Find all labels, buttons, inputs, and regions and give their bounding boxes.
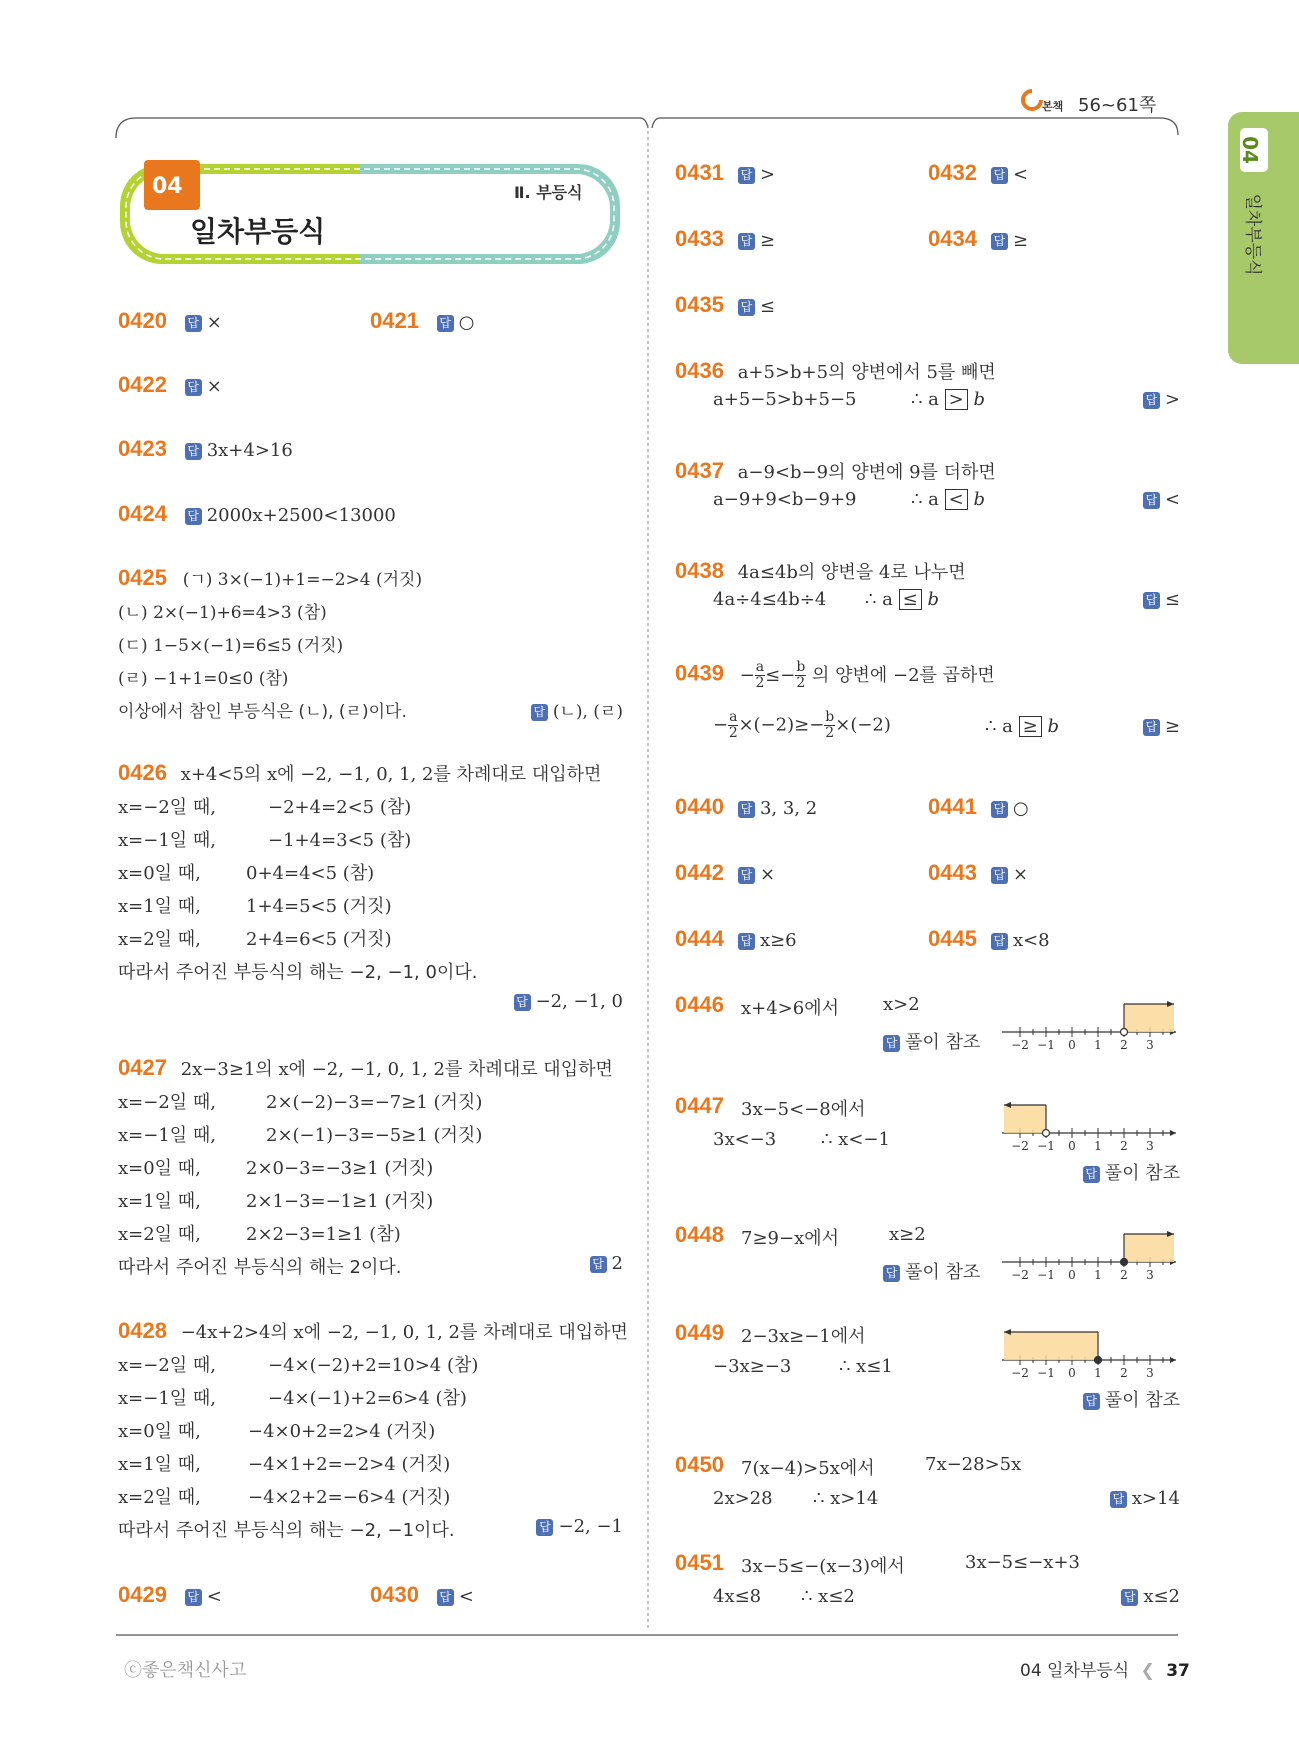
frac-den: 2: [755, 675, 765, 691]
answer: <: [1164, 489, 1180, 510]
statement: a−9<b−9의 양변에 9를 더하면: [737, 462, 996, 483]
tick-label: 0: [1068, 1366, 1076, 1380]
conclusion: 이상에서 참인 부등식은 (ㄴ), (ㄹ)이다.: [118, 702, 407, 722]
problem-number: 0434: [928, 226, 977, 251]
answer-icon: 답: [1110, 1491, 1127, 1508]
problem-number: 0424: [118, 501, 167, 526]
therefore: ∴ a: [865, 589, 893, 610]
problem-number: 0420: [118, 308, 167, 333]
answer-icon: 답: [531, 704, 548, 721]
answer-icon: 답: [185, 443, 202, 460]
problem-number: 0436: [675, 358, 724, 383]
step: 7(x−4)>5x에서: [741, 1458, 875, 1479]
tick-label: 3: [1146, 1139, 1154, 1153]
case-calc: 1+4=5<5 (거짓): [246, 896, 392, 917]
case-calc: 2×(−2)−3=−7≥1 (거짓): [266, 1092, 483, 1113]
problem-number: 0421: [370, 308, 419, 333]
answer: x≥6: [759, 930, 797, 951]
page-number: 37: [1166, 1661, 1190, 1681]
page-range: 56~61쪽: [1078, 95, 1157, 116]
answer: −2, −1: [558, 1516, 623, 1537]
result: ∴ x≤1: [839, 1356, 893, 1377]
problem-0439: 0439 − $\frac{a}{2}$ ≤− $\frac{b}{2}$ 의 양변에 −2를 곱하면 − $\frac{a}{2}$ ×(−2)≥− $\frac{b}{2}$ ×(−2) ∴ a ≥ b 답 ≥: [675, 659, 1180, 741]
conclusion: 따라서 주어진 부등식의 해는 −2, −1, 0이다.: [118, 962, 478, 983]
answer-icon: 답: [1143, 392, 1160, 409]
therefore: ∴ a: [911, 389, 939, 410]
tick-label: 3: [1146, 1038, 1154, 1052]
answer: ≤: [759, 296, 776, 317]
problem-0424: [118, 501, 396, 527]
answer-box: ≤: [899, 589, 922, 610]
problem-number: 0444: [675, 926, 724, 951]
chapter-title: 일차부등식: [190, 215, 326, 248]
footer-chapter: 04 일차부등식: [1020, 1661, 1130, 1681]
problem-number: 0449: [675, 1320, 724, 1345]
case-label: x=−2일 때,: [118, 1092, 216, 1113]
answer-icon: 답: [1083, 1166, 1100, 1183]
frac-den: 2: [796, 675, 806, 691]
intro: x+4<5의 x에 −2, −1, 0, 1, 2를 차례대로 대입하면: [180, 764, 602, 785]
answer: 3x+4>16: [206, 440, 293, 461]
frac-den: 2: [825, 725, 835, 741]
problem-0421: [370, 308, 474, 334]
answer-icon: 답: [883, 1035, 900, 1052]
answer: (ㄴ), (ㄹ): [552, 702, 623, 722]
case-calc: 2×(−1)−3=−5≥1 (거짓): [266, 1125, 483, 1146]
line: (ㄹ) −1+1=0≤0 (참): [118, 669, 289, 689]
case-label: x=1일 때,: [118, 1191, 201, 1212]
tick-label: −2: [1011, 1268, 1029, 1282]
closed-point: [1121, 1259, 1128, 1266]
answer-box: ≥: [1019, 716, 1042, 737]
answer: 풀이 참조: [905, 1032, 981, 1053]
answer-icon: 답: [437, 1589, 454, 1606]
case-label: x=−2일 때,: [118, 1355, 216, 1376]
step: 3x<−3: [713, 1129, 777, 1150]
problem-number: 0426: [118, 760, 167, 785]
answer: 2000x+2500<13000: [206, 505, 396, 526]
answer: 풀이 참조: [1104, 1163, 1180, 1184]
case-label: x=−2일 때,: [118, 797, 216, 818]
tick-label: 3: [1146, 1366, 1154, 1380]
problem-0437: [675, 458, 1180, 528]
problem-0428: [118, 1318, 628, 1549]
var-b: b: [927, 589, 939, 610]
problem-number: 0423: [118, 436, 167, 461]
chapter-unit: Ⅱ. 부등식: [514, 183, 583, 202]
problem-0435: [675, 292, 775, 318]
problem-0433: [675, 226, 775, 252]
tick-label: 2: [1120, 1366, 1128, 1380]
answer-icon: 답: [738, 801, 755, 818]
case-calc: −4×(−2)+2=10>4 (참): [268, 1355, 479, 1376]
tick-label: 2: [1120, 1268, 1128, 1282]
result: ∴ x<−1: [821, 1129, 890, 1150]
answer: >: [1164, 389, 1180, 410]
answer: 풀이 참조: [905, 1262, 981, 1283]
answer: ○: [1012, 798, 1029, 819]
problem-number: 0435: [675, 292, 724, 317]
line: [118, 565, 623, 598]
step: x+4>6에서: [741, 998, 839, 1019]
tick-label: −2: [1011, 1139, 1029, 1153]
case-label: x=0일 때,: [118, 1421, 201, 1442]
problem-0436: [675, 358, 1180, 428]
var-b: b: [973, 389, 985, 410]
problem-number: 0428: [118, 1318, 167, 1343]
case-calc: 0+4=4<5 (참): [246, 863, 375, 884]
tick-label: 1: [1094, 1038, 1102, 1052]
case-calc: 2×2−3=1≥1 (참): [246, 1224, 401, 1245]
answer-icon: 답: [991, 167, 1008, 184]
var-b: b: [1047, 716, 1059, 737]
result: x>2: [883, 994, 920, 1015]
tick-label: 3: [1146, 1268, 1154, 1282]
problem-number: 0447: [675, 1093, 724, 1118]
problem-0425: [118, 565, 623, 730]
problem-0429: [118, 1582, 222, 1608]
problem-number: 0432: [928, 160, 977, 185]
side-tab[interactable]: [1228, 112, 1299, 364]
step: −3x≥−3: [713, 1356, 792, 1377]
problem-0420: [118, 308, 222, 334]
answer-icon: 답: [991, 801, 1008, 818]
answer-icon: 답: [185, 315, 202, 332]
step-mid: ×(−2)≥−: [738, 714, 825, 736]
answer: 2: [611, 1253, 623, 1274]
frac-num-a: a: [755, 659, 765, 675]
problem-0445: [928, 926, 1050, 952]
step: 3x−5<−8에서: [741, 1099, 866, 1120]
answer-icon: 답: [738, 299, 755, 316]
open-point: [1043, 1130, 1050, 1137]
open-point: [1121, 1029, 1128, 1036]
case-label: x=2일 때,: [118, 1487, 201, 1508]
case-calc: −4×(−1)+2=6>4 (참): [268, 1388, 467, 1409]
intro: −4x+2>4의 x에 −2, −1, 0, 1, 2를 차례대로 대입하면: [180, 1322, 628, 1343]
tick-label: 0: [1068, 1268, 1076, 1282]
var-b: b: [973, 489, 985, 510]
footer-publisher: ⓒ좋은책신사고: [124, 1660, 247, 1681]
answer-icon: 답: [1143, 719, 1160, 736]
tick-label: −2: [1011, 1366, 1029, 1380]
case-calc: −1+4=3<5 (참): [268, 830, 412, 851]
side-tab-number: 04: [1240, 128, 1268, 172]
answer-icon: 답: [738, 233, 755, 250]
problem-number: 0451: [675, 1550, 724, 1575]
axis-arrow: [1170, 1130, 1176, 1136]
answer-icon: 답: [185, 379, 202, 396]
problem-number: 0439: [675, 660, 724, 686]
answer-icon: 답: [991, 867, 1008, 884]
problem-number: 0433: [675, 226, 724, 251]
problem-0430: [370, 1582, 474, 1608]
line-text: (ㄱ) 3×(−1)+1=−2>4 (거짓): [182, 570, 423, 590]
case-label: x=−1일 때,: [118, 830, 216, 851]
frac-num-b: b: [796, 659, 806, 675]
problem-0434: [928, 226, 1028, 252]
problem-number: 0429: [118, 1582, 167, 1607]
case-label: x=0일 때,: [118, 863, 201, 884]
step: 3x−5≤−x+3: [965, 1552, 1080, 1573]
problem-0422: [118, 372, 222, 398]
answer-icon: 답: [883, 1265, 900, 1282]
statement: a+5>b+5의 양변에서 5를 빼면: [737, 362, 996, 383]
tick-label: −1: [1037, 1038, 1055, 1052]
problem-0450: [675, 1452, 1180, 1522]
conclusion: 따라서 주어진 부등식의 해는 2이다.: [118, 1257, 402, 1278]
answer: <: [458, 1586, 474, 1607]
answer-icon: 답: [1143, 592, 1160, 609]
case-calc: 2+4=6<5 (거짓): [246, 929, 392, 950]
case-calc: 2×0−3=−3≥1 (거짓): [246, 1158, 434, 1179]
case-calc: −2+4=2<5 (참): [268, 797, 412, 818]
line: (ㄴ) 2×(−1)+6=4>3 (참): [118, 603, 327, 623]
answer: ×: [206, 376, 222, 397]
case-calc: −4×2+2=−6>4 (거짓): [248, 1487, 451, 1508]
answer: x<8: [1012, 930, 1050, 951]
chapter-banner: [118, 160, 618, 270]
frac-num-a: a: [729, 709, 738, 725]
tick-label: 1: [1094, 1268, 1102, 1282]
case-label: x=−1일 때,: [118, 1388, 216, 1409]
number-line-0446: [1000, 992, 1180, 1052]
tick-label: −1: [1037, 1268, 1055, 1282]
problem-0451: [675, 1550, 1180, 1620]
axis-arrow: [1170, 1357, 1176, 1363]
solution-region: [1124, 1234, 1174, 1262]
case-label: x=−1일 때,: [118, 1125, 216, 1146]
answer: <: [206, 1586, 222, 1607]
answer-icon: 답: [738, 933, 755, 950]
answer: ≥: [1164, 716, 1180, 737]
therefore: ∴ a: [911, 489, 939, 510]
problem-number: 0438: [675, 558, 724, 583]
answer-icon: 답: [1143, 492, 1160, 509]
step: 2−3x≥−1에서: [741, 1326, 866, 1347]
problem-0423: [118, 436, 293, 462]
answer: x≤2: [1143, 1586, 1180, 1607]
solution-region: [1004, 1105, 1046, 1133]
problem-0426: [118, 760, 623, 1024]
problem-0431: [675, 160, 775, 186]
intro: 2x−3≥1의 x에 −2, −1, 0, 1, 2를 차례대로 대입하면: [180, 1059, 613, 1080]
closed-point: [1095, 1357, 1102, 1364]
answer-box: >: [945, 389, 968, 410]
problem-number: 0440: [675, 794, 724, 819]
problem-0440: [675, 794, 817, 820]
answer: ≥: [759, 230, 776, 251]
solution-region: [1124, 1004, 1174, 1032]
book-label: 본책: [1042, 100, 1064, 113]
problem-number: 0450: [675, 1452, 724, 1477]
answer: ≥: [1012, 230, 1029, 251]
answer: 풀이 참조: [1104, 1390, 1180, 1411]
answer-box: <: [945, 489, 968, 510]
statement: 의 양변에 −2를 곱하면: [812, 664, 995, 686]
tick-label: 2: [1120, 1139, 1128, 1153]
tick-label: 1: [1094, 1139, 1102, 1153]
therefore: ∴ a: [985, 716, 1013, 737]
answer-icon: 답: [1083, 1393, 1100, 1410]
answer: >: [759, 164, 776, 185]
answer-icon: 답: [738, 867, 755, 884]
answer-icon: 답: [1121, 1589, 1138, 1606]
result: ∴ x≤2: [801, 1586, 855, 1607]
problem-0442: [675, 860, 775, 886]
case-calc: −4×1+2=−2>4 (거짓): [248, 1454, 451, 1475]
step: 4a÷4≤4b÷4: [713, 589, 827, 610]
case-label: x=1일 때,: [118, 1454, 201, 1475]
answer-icon: 답: [991, 233, 1008, 250]
problem-number: 0422: [118, 372, 167, 397]
case-label: x=1일 때,: [118, 896, 201, 917]
answer: ×: [1012, 864, 1029, 885]
answer: <: [1012, 164, 1029, 185]
frac-num-b: b: [825, 709, 835, 725]
step: 4x≤8: [713, 1586, 762, 1607]
problem-number: 0443: [928, 860, 977, 885]
step: 7≥9−x에서: [741, 1228, 839, 1249]
tick-label: −1: [1037, 1366, 1055, 1380]
tick-label: 1: [1094, 1366, 1102, 1380]
answer: −2, −1, 0: [535, 991, 623, 1012]
frac-den: 2: [728, 725, 738, 741]
step-end: ×(−2): [835, 714, 891, 736]
answer: ×: [759, 864, 776, 885]
number-line-0449: [1000, 1320, 1180, 1380]
problem-0432: [928, 160, 1028, 186]
step: a−9+9<b−9+9: [713, 489, 857, 510]
answer-icon: 답: [590, 1256, 607, 1273]
result: ∴ x>14: [813, 1488, 879, 1509]
problem-number: 0431: [675, 160, 724, 185]
answer-icon: 답: [536, 1519, 553, 1536]
answer-icon: 답: [738, 167, 755, 184]
chapter-number-badge: 04: [144, 160, 200, 210]
problem-number: 0448: [675, 1222, 724, 1247]
tick-label: 0: [1068, 1139, 1076, 1153]
answer: ≤: [1164, 589, 1180, 610]
problem-number: 0437: [675, 458, 724, 483]
step: a+5−5>b+5−5: [713, 389, 857, 410]
tick-label: −2: [1011, 1038, 1029, 1052]
case-calc: 2×1−3=−1≥1 (거짓): [246, 1191, 434, 1212]
answer: ×: [206, 312, 222, 333]
step: 3x−5≤−(x−3)에서: [741, 1556, 905, 1577]
problem-number: 0446: [675, 992, 724, 1017]
tick-label: −1: [1037, 1139, 1055, 1153]
problem-number: 0441: [928, 794, 977, 819]
problem-0443: [928, 860, 1028, 886]
problem-number: 0442: [675, 860, 724, 885]
number-line-0448: [1000, 1222, 1180, 1282]
footer-page-info: [1020, 1656, 1190, 1681]
case-calc: −4×0+2=2>4 (거짓): [248, 1421, 436, 1442]
step: 7x−28>5x: [925, 1454, 1022, 1475]
problem-0438: [675, 558, 1180, 628]
problem-number: 0445: [928, 926, 977, 951]
answer-icon: 답: [437, 315, 454, 332]
step: 2x>28: [713, 1488, 773, 1509]
solution-region: [1004, 1332, 1098, 1360]
problem-number: 0430: [370, 1582, 419, 1607]
problem-number: 0425: [118, 565, 167, 590]
case-label: x=2일 때,: [118, 1224, 201, 1245]
answer-icon: 답: [991, 933, 1008, 950]
conclusion: 따라서 주어진 부등식의 해는 −2, −1이다.: [118, 1520, 455, 1541]
number-line-0447: [1000, 1093, 1180, 1153]
line: (ㄷ) 1−5×(−1)=6≤5 (거짓): [118, 636, 344, 656]
tick-label: 2: [1120, 1038, 1128, 1052]
answer-icon: 답: [185, 1589, 202, 1606]
answer-icon: 답: [514, 994, 531, 1011]
problem-0427: [118, 1055, 623, 1286]
answer: ○: [458, 312, 475, 333]
chevron-left-icon: ❮: [1140, 1661, 1155, 1681]
side-tab-title: 일차부등식: [1242, 193, 1263, 276]
problem-0441: [928, 794, 1029, 820]
statement: 4a≤4b의 양변을 4로 나누면: [737, 562, 966, 583]
result: x≥2: [889, 1224, 926, 1245]
answer-icon: 답: [185, 508, 202, 525]
tick-label: 0: [1068, 1038, 1076, 1052]
problem-0444: [675, 926, 797, 952]
answer: 3, 3, 2: [759, 798, 818, 819]
case-label: x=0일 때,: [118, 1158, 201, 1179]
answer: x>14: [1131, 1488, 1180, 1509]
case-label: x=2일 때,: [118, 929, 201, 950]
problem-number: 0427: [118, 1055, 167, 1080]
